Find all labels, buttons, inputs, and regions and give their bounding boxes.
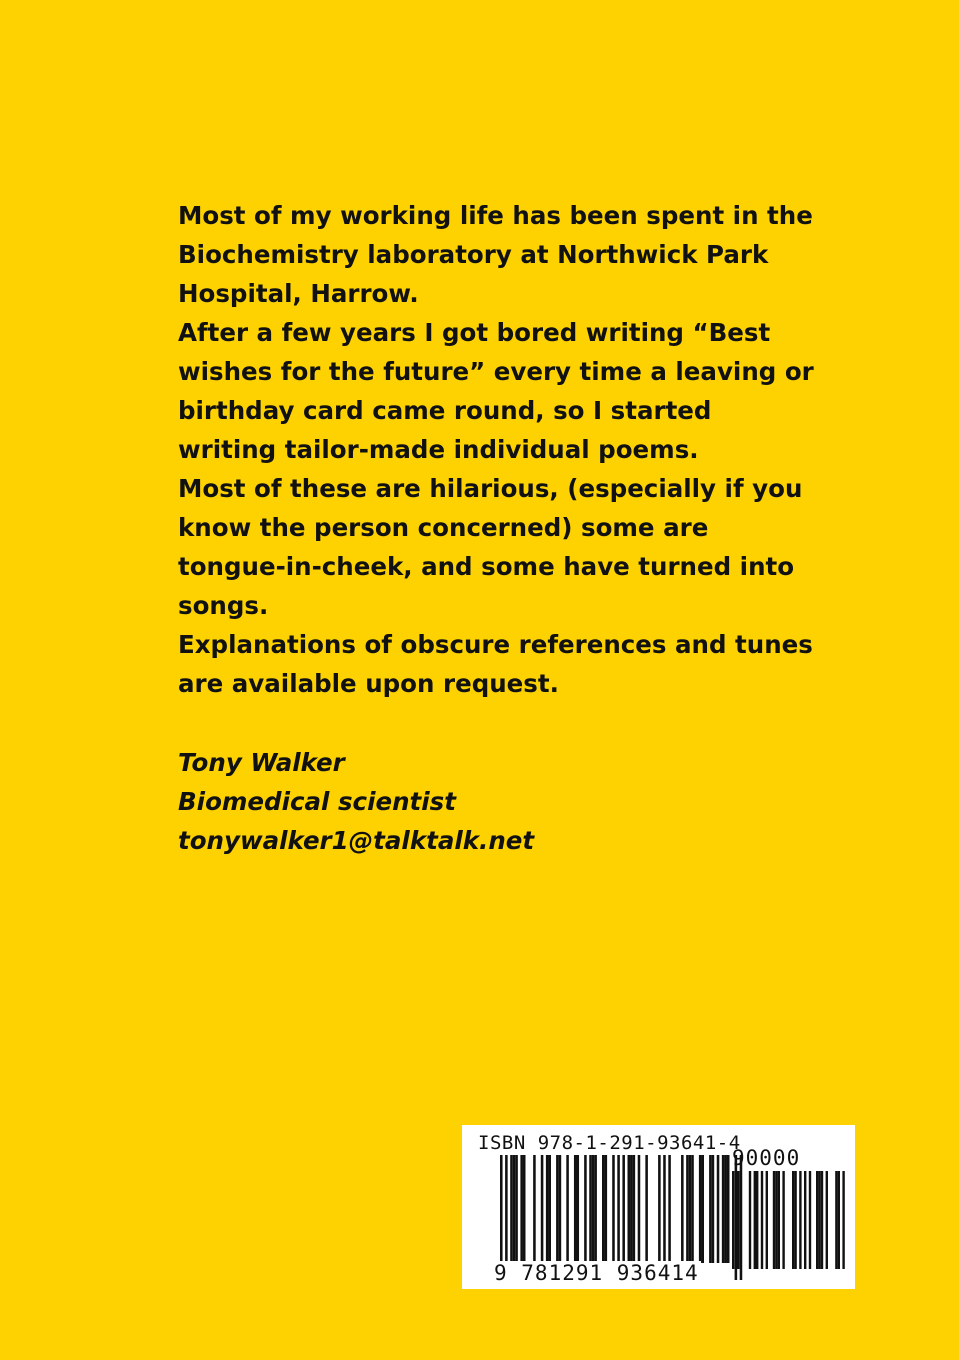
barcode-bar (592, 1155, 595, 1263)
barcode-bar (686, 1155, 689, 1263)
barcode-bar (574, 1155, 577, 1263)
barcode-bar (628, 1155, 631, 1263)
barcode-bar (816, 1171, 818, 1269)
barcode-bar (778, 1171, 780, 1269)
barcode-bar (645, 1155, 648, 1263)
barcode-bar (717, 1155, 720, 1263)
barcode-bar (799, 1171, 801, 1269)
author-signature (178, 743, 818, 860)
barcode-bar (775, 1171, 777, 1269)
barcode-bar (724, 1155, 727, 1263)
barcode-bar (589, 1155, 592, 1263)
barcode-bar (594, 1155, 597, 1263)
barcode-bar (835, 1171, 837, 1269)
barcode-bar (602, 1155, 605, 1263)
barcode-bar (663, 1155, 666, 1263)
blurb-paragraph: After a few years I got bored writing “Best wishes for the future” every time a leaving or birthday card came round, so I started writing tailor-made individual poems. (178, 318, 814, 464)
barcode-bar (842, 1171, 844, 1269)
barcode-bar (533, 1155, 536, 1263)
barcode-bar (559, 1155, 562, 1263)
author-email: tonywalker1@talktalk.net (178, 826, 535, 855)
barcode-bar (773, 1171, 775, 1269)
barcode-bar (804, 1171, 806, 1269)
isbn-barcode (462, 1125, 855, 1289)
barcode-bar (691, 1155, 694, 1263)
barcode-bar (566, 1155, 569, 1263)
barcode-bar (689, 1155, 692, 1263)
blurb-paragraph: Explanations of obscure references and tunes are available upon request. (178, 630, 813, 698)
barcode-bar (782, 1171, 784, 1269)
barcode-bar (749, 1171, 751, 1269)
barcode-bar (701, 1155, 704, 1263)
barcode-bar (633, 1155, 636, 1263)
barcode-bar (821, 1171, 823, 1269)
barcode-bar (826, 1171, 828, 1269)
barcode-bar (809, 1171, 811, 1269)
barcode-bar (739, 1171, 741, 1269)
barcode-bar (794, 1171, 796, 1269)
barcode-bar (577, 1155, 580, 1263)
barcode-bar (605, 1155, 608, 1263)
barcode-bar (668, 1155, 671, 1263)
barcode-bar (735, 1155, 738, 1280)
barcode-bar (792, 1171, 794, 1269)
barcode-bar (699, 1155, 702, 1263)
barcode-bar (727, 1155, 730, 1263)
barcode-bar (766, 1171, 768, 1269)
barcode-bar (754, 1171, 756, 1269)
barcode-bar (548, 1155, 551, 1263)
barcode-bar (761, 1171, 763, 1269)
barcode-bar (732, 1171, 734, 1269)
barcode-bar (546, 1155, 549, 1263)
barcode-bar (513, 1155, 516, 1263)
barcode-bar (584, 1155, 587, 1263)
barcode-bar (612, 1155, 615, 1263)
barcode-bar (523, 1155, 526, 1263)
barcode-bar (709, 1155, 712, 1263)
author-name: Tony Walker (178, 748, 345, 777)
barcode-bar (756, 1171, 758, 1269)
barcode-bar (681, 1155, 684, 1263)
barcode-bar (520, 1155, 523, 1263)
isbn-label: ISBN 978-1-291-93641-4 (478, 1132, 741, 1154)
barcode-bar (510, 1155, 513, 1263)
barcode-bar (712, 1155, 715, 1263)
barcode-bar (541, 1155, 544, 1263)
blurb-paragraph: Most of these are hilarious, (especially if you know the person concerned) some are tongue-in-cheek, and some have turned into songs. (178, 474, 803, 620)
barcode-bar (722, 1155, 725, 1263)
barcode-bar (818, 1171, 820, 1269)
barcode-bar (630, 1155, 633, 1263)
back-cover-blurb (178, 196, 818, 703)
price-code: 90000 (732, 1146, 801, 1170)
ean-digits: 9 781291 936414 (494, 1261, 699, 1285)
blurb-paragraph: Most of my working life has been spent in the Biochemistry laboratory at Northwick Park Hospital, Harrow. (178, 201, 813, 308)
barcode-bar (737, 1171, 739, 1269)
barcode-bar (515, 1155, 518, 1263)
barcode-bar (838, 1171, 840, 1269)
barcode-bar (658, 1155, 661, 1263)
barcode-bar (556, 1155, 559, 1263)
author-title: Biomedical scientist (178, 787, 456, 816)
barcode-bar (638, 1155, 641, 1263)
